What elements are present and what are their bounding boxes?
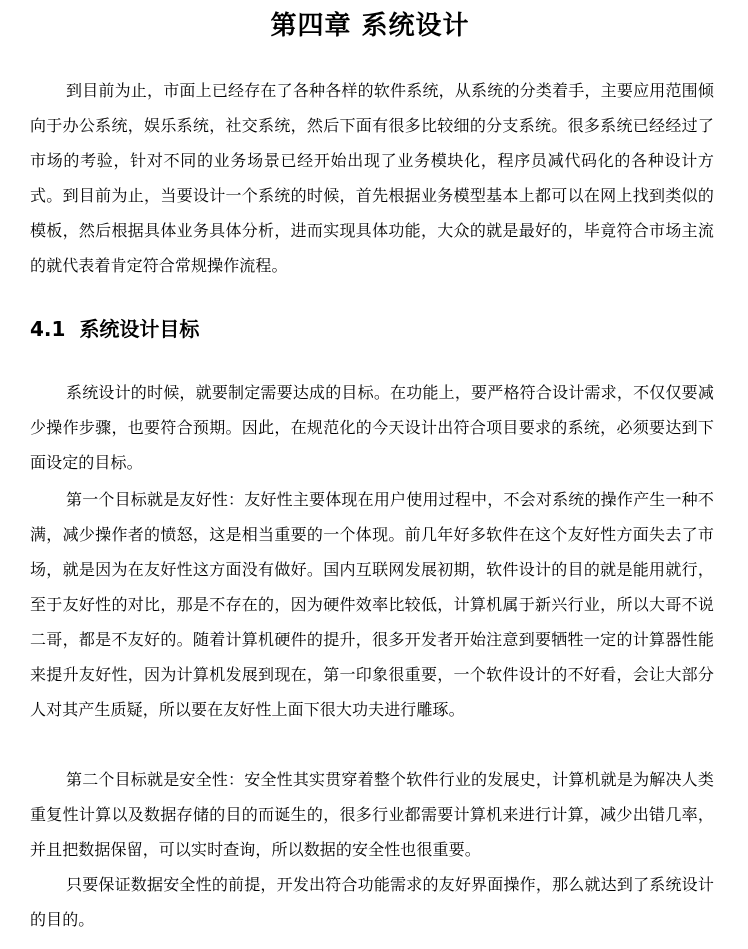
security-paragraph: 第二个目标就是安全性：安全性其实贯穿着整个软件行业的发展史，计算机就是为解决人类重复性计算以及数据存储的目的而诞生的，很多行业都需要计算机来进行计算，减少出错几率，并且把数据保留，可以实时查询，所以数据的安全性也很重要。: [30, 770, 714, 859]
section-title: 系统设计目标: [79, 317, 200, 341]
conclusion-paragraph: 只要保证数据安全性的前提，开发出符合功能需求的友好界面操作，那么就达到了系统设计的目的。: [30, 875, 714, 929]
chapter-title: 第四章 系统设计: [270, 11, 470, 41]
friendliness-paragraph: 第一个目标就是友好性：友好性主要体现在用户使用过程中，不会对系统的操作产生一种不满，减少操作者的愤怒，这是相当重要的一个体现。前几年好多软件在这个友好性方面失去了市场，就是因为在友好性这方面没有做好。国内互联网发展初期，软件设计的目的就是能用就行，至于友好性的对比，那是不存在的，因为硬件效率比较低，计算机属于新兴行业，所以大哥不说二哥，都是不友好的。随着计算机硬件的提升，很多开发者开始注意到要牺牲一定的计算器性能来提升友好性，因为计算机发展到现在，第一印象很重要，一个软件设计的不好看，会让大部分人对其产生质疑，所以要在友好性上面下很大功夫进行雕琢。: [30, 490, 714, 719]
goals-paragraph: 系统设计的时候，就要制定需要达成的目标。在功能上，要严格符合设计需求，不仅仅要减少操作步骤，也要符合预期。因此，在规范化的今天设计出符合项目要求的系统，必须要达到下面设定的目标。: [30, 383, 714, 472]
section-heading: [30, 309, 199, 349]
intro-paragraph: 到目前为止，市面上已经存在了各种各样的软件系统，从系统的分类着手，主要应用范围倾向于办公系统，娱乐系统，社交系统，然后下面有很多比较细的分支系统。很多系统已经经过了市场的考验，针对不同的业务场景已经开始出现了业务模块化，程序员减代码化的各种设计方式。到目前为止，当要设计一个系统的时候，首先根据业务模型基本上都可以在网上找到类似的模板，然后根据具体业务具体分析，进而实现具体功能，大众的就是最好的，毕竟符合市场主流的就代表着肯定符合常规操作流程。: [30, 81, 714, 275]
section-number: 4.1: [30, 317, 66, 341]
